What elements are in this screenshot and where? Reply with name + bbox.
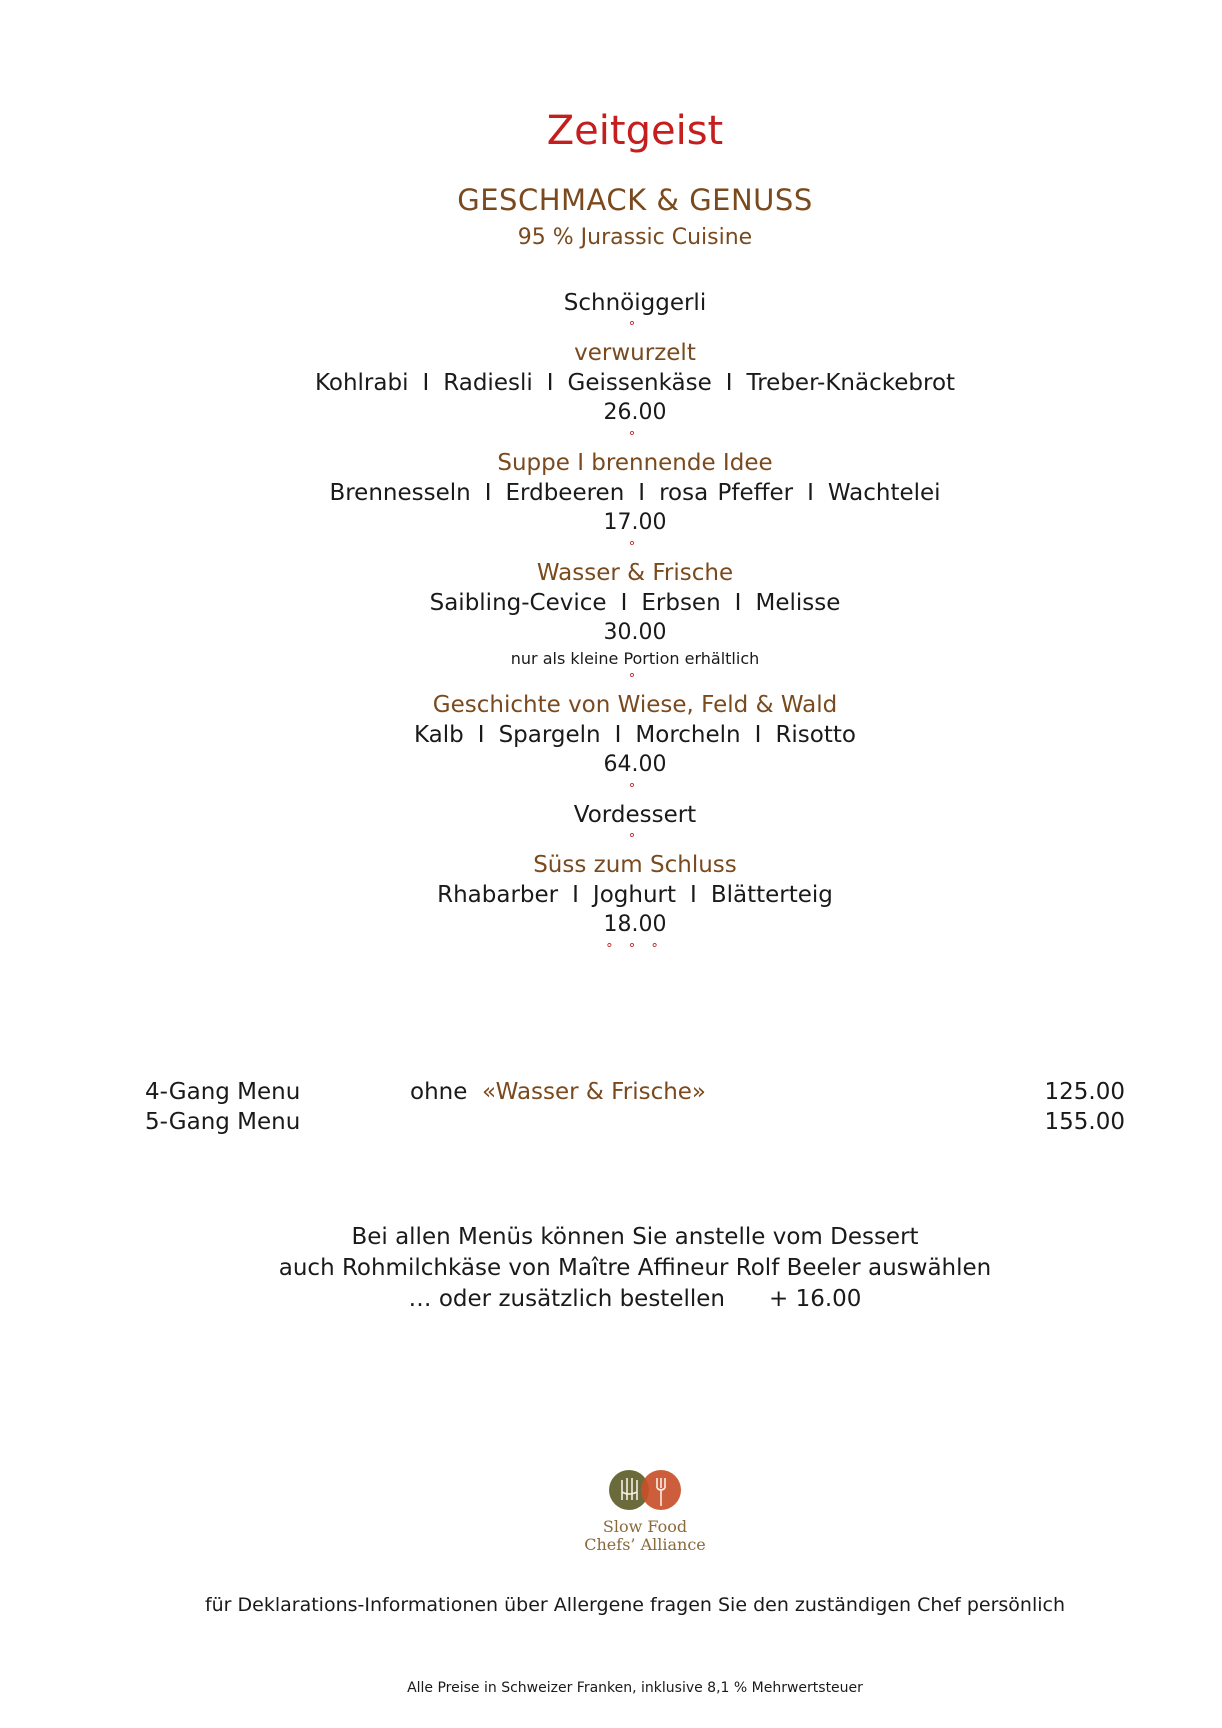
- ingredient: Joghurt: [592, 882, 677, 908]
- separator-dot: °: [628, 430, 642, 445]
- ingredient: Brennesseln: [329, 480, 471, 506]
- ingredient: Erdbeeren: [505, 480, 625, 506]
- ingredient-separator: I: [638, 480, 646, 506]
- dessert-note-text: … oder zusätzlich bestellen: [408, 1286, 725, 1312]
- ingredient-separator: I: [484, 480, 492, 506]
- ingredient-separator: I: [422, 370, 430, 396]
- set-menu-label: 5-Gang Menu: [145, 1109, 301, 1135]
- ingredient: Erbsen: [641, 590, 721, 616]
- ingredient: Kohlrabi: [314, 370, 409, 396]
- ingredient: Blätterteig: [710, 882, 833, 908]
- course-price: 17.00: [603, 510, 667, 535]
- restaurant-title: Zeitgeist: [546, 108, 724, 154]
- ingredient-separator: I: [614, 722, 622, 748]
- set-menu-label: 4-Gang Menu: [145, 1079, 301, 1105]
- ingredient-separator: I: [725, 370, 733, 396]
- menu-tagline: 95 % Jurassic Cuisine: [517, 225, 753, 250]
- ingredient-separator: I: [807, 480, 814, 506]
- ingredient: Morcheln: [635, 722, 741, 748]
- allergen-note: für Deklarations-Informationen über Allergene fragen Sie den zuständigen Chef persönlich: [204, 1594, 1066, 1616]
- course-name: Vordessert: [573, 802, 697, 828]
- ingredient-separator: I: [734, 590, 742, 616]
- menu-subtitle: GESCHMACK & GENUSS: [457, 183, 813, 217]
- logo-text-line2: Chefs’ Alliance: [584, 1535, 706, 1554]
- dessert-note: [0, 1222, 1222, 1315]
- course-ingredients: [0, 368, 1222, 398]
- set-menu-description: [410, 1077, 706, 1107]
- course-price: 18.00: [603, 912, 667, 937]
- course-name: Geschichte von Wiese, Feld & Wald: [432, 692, 838, 718]
- ingredient: Radiesli: [443, 370, 533, 396]
- dessert-note-line: [0, 1284, 1222, 1315]
- course-name: Schnöiggerli: [563, 290, 707, 316]
- ingredient: Wachtelei: [827, 480, 941, 506]
- separator-dot: °: [628, 540, 642, 555]
- course-note: nur als kleine Portion erhältlich: [510, 649, 760, 668]
- ingredient-separator: I: [620, 590, 628, 616]
- ingredient: rosa Pfeffer: [659, 480, 794, 506]
- slow-food-logo: [575, 1468, 715, 1568]
- ingredient-separator: I: [546, 370, 554, 396]
- course-ingredients: [0, 880, 1222, 910]
- ingredient: Spargeln: [498, 722, 601, 748]
- course-price: 30.00: [603, 620, 667, 645]
- slow-food-emblem-icon: [575, 1468, 715, 1568]
- ingredient-separator: I: [572, 882, 579, 908]
- course-list: [0, 288, 1222, 960]
- course-ingredients: [0, 588, 1222, 618]
- set-menu-desc-highlight: «Wasser & Frische»: [482, 1079, 707, 1105]
- ingredient-separator: I: [477, 722, 485, 748]
- ingredient: Rhabarber: [437, 882, 559, 908]
- ingredient: Geissenkäse: [567, 370, 712, 396]
- ingredient: Kalb: [414, 722, 464, 748]
- separator-dot: °: [628, 672, 642, 687]
- course-price: 64.00: [603, 752, 667, 777]
- ingredient-separator: I: [754, 722, 762, 748]
- course-ingredients: [0, 720, 1222, 750]
- course-name: Suppe I brennende Idee: [497, 450, 773, 476]
- course-name: Wasser & Frische: [536, 560, 734, 586]
- separator-dot: °: [628, 782, 642, 797]
- set-menu-desc-prefix: ohne: [410, 1079, 468, 1105]
- ingredient: Saibling-Cevice: [429, 590, 607, 616]
- course-price: 26.00: [603, 400, 667, 425]
- ingredient-separator: I: [690, 882, 697, 908]
- ingredient: Melisse: [755, 590, 841, 616]
- set-menu-price: 125.00: [1044, 1079, 1125, 1105]
- separator-dot: °: [628, 832, 642, 847]
- dessert-note-price: + 16.00: [769, 1286, 862, 1312]
- price-footer: Alle Preise in Schweizer Franken, inklusive 8,1 % Mehrwertsteuer: [407, 1680, 863, 1696]
- course-ingredients: [0, 478, 1222, 508]
- course-name: verwurzelt: [574, 340, 696, 366]
- logo-text-line1: Slow Food: [602, 1517, 688, 1536]
- dessert-note-line: Bei allen Menüs können Sie anstelle vom Dessert: [351, 1224, 919, 1250]
- ingredient: Treber-Knäckebrot: [746, 370, 956, 396]
- ingredient: Risotto: [775, 722, 856, 748]
- separator-dot: °: [628, 320, 642, 335]
- end-separator: ° ° °: [606, 942, 664, 957]
- dessert-note-line: auch Rohmilchkäse von Maître Affineur Rolf Beeler auswählen: [278, 1255, 992, 1281]
- set-menu-price: 155.00: [1044, 1109, 1125, 1135]
- course-name: Süss zum Schluss: [533, 852, 737, 878]
